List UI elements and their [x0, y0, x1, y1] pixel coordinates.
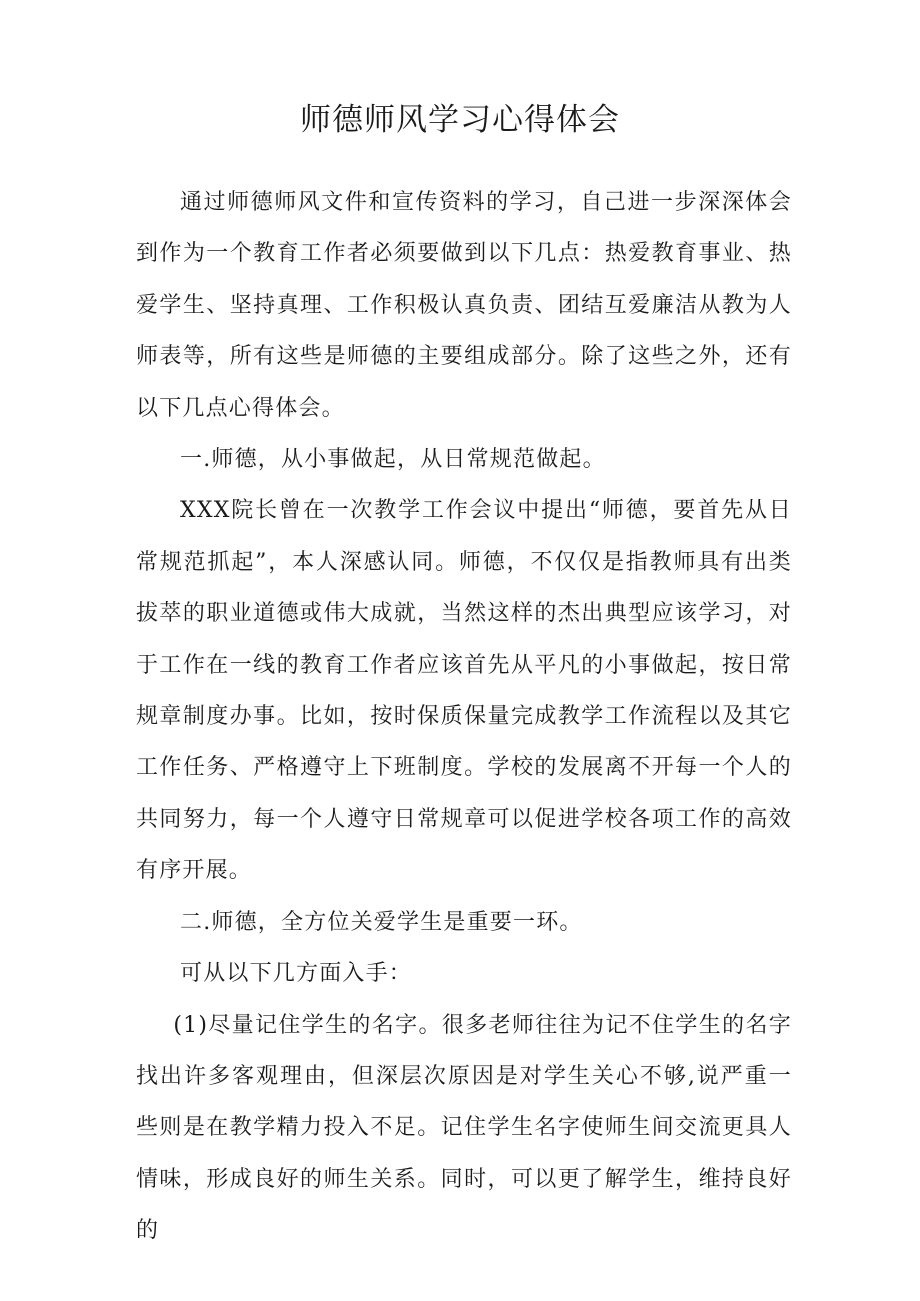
paragraph-item-1: (1)尽量记住学生的名字。很多老师往往为记不住学生的名字找出许多客观理由，但深层次原因是对学生关心不够,说严重一些则是在教学精力投入不足。记住学生名字使师生间交流更具人情味，形成良好的师生关系。同时，可以更了解学生，维持良好的 — [136, 1012, 792, 1244]
section-heading-1: 一.师德，从小事做起，从日常规范做起。 — [180, 447, 606, 473]
paragraph-lead-in: 可从以下几方面入手： — [180, 961, 413, 987]
section-heading-2: 二.师德，全方位关爱学生是重要一环。 — [180, 909, 583, 935]
paragraph-section-1: XXX院长曾在一次教学工作会议中提出“师德，要首先从日常规范抓起”，本人深感认同。师德，不仅仅是指教师具有出类拔萃的职业道德或伟大成就，当然这样的杰出典型应该学习，对于工作在一线的教育工作者应该首先从平凡的小事做起，按日常规章制度办事。比如，按时保质保量完成教学工作流程以及其它工作任务、严格遵守上下班制度。学校的发展离不开每一个人的共同努力，每一个人遵守日常规章可以促进学校各项工作的高效有序开展。 — [136, 498, 792, 884]
document-body — [136, 177, 792, 1257]
paragraph-intro: 通过师德师风文件和宣传资料的学习，自己进一步深深体会到作为一个教育工作者必须要做到以下几点：热爱教育事业、热爱学生、坚持真理、工作积极认真负责、团结互爱廉洁从教为人师表等，所有这些是师德的主要组成部分。除了这些之外，还有以下几点心得体会。 — [136, 190, 792, 421]
document-title: 师德师风学习心得体会 — [300, 102, 620, 138]
